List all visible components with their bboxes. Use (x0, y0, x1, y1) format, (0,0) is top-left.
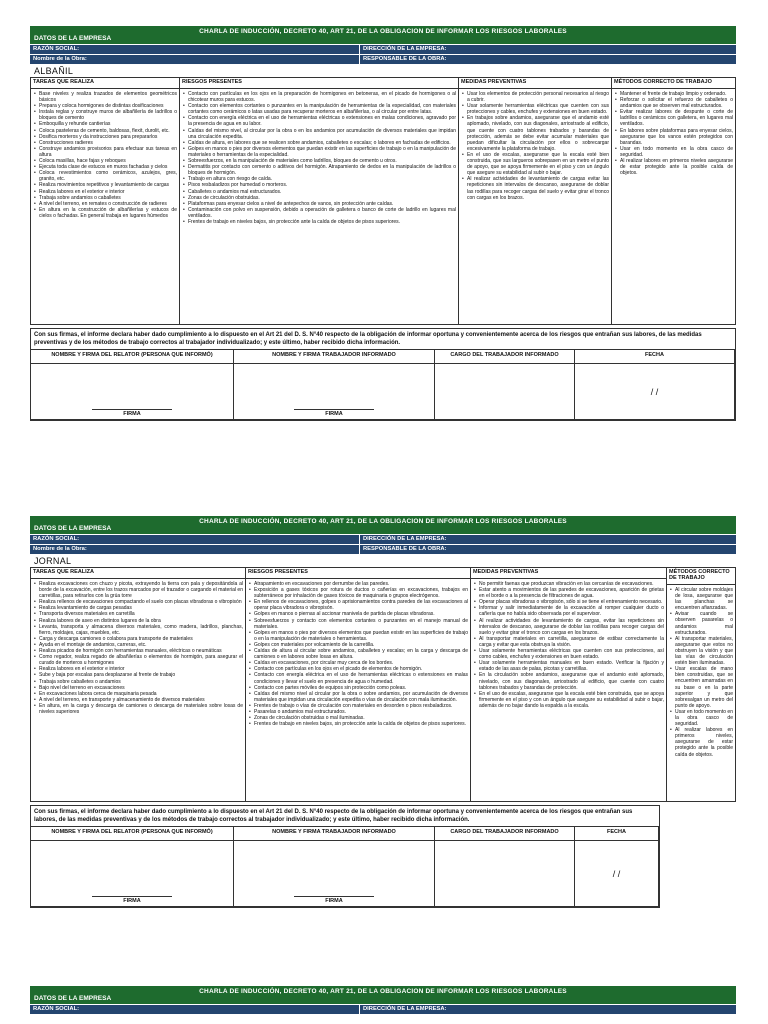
list-item: • Evitar realizar labores de despunte o corte de ladrillos o cerámicos con galletera, en lugares mal ventilados. (615, 109, 733, 127)
list-item: • Dermatitis por contacto con cemento o aditivos del hormigón. Atrapamiento de dedos en la manipulación de ladrillos o bloques de hormigón. (183, 164, 456, 176)
trabajador-header: NOMBRE Y FIRMA TRABAJADOR INFORMADO (234, 827, 435, 841)
list-item: • Ejecuta toda clase de estucos en muros fachadas y cielos (34, 164, 177, 170)
tareas-list (31, 579, 245, 717)
header-datos: DATOS DE LA EMPRESA (34, 35, 112, 42)
obra-label: Nombre de la Obra: (30, 55, 360, 64)
list-item: • Dosifica morteros y da instrucciones para prepararlos (34, 134, 177, 140)
responsable-label: RESPONSABLE DE LA OBRA: (363, 56, 447, 62)
list-item: • Estar atento a movimientos de las paredes de excavaciones, aparición de grietas en el borde o a la presencia de filtraciones de agua. (474, 587, 664, 599)
list-item: • Ayuda en el montaje de andamios, carreras, etc. (34, 642, 243, 648)
trabajador-header: NOMBRE Y FIRMA TRABAJADOR INFORMADO (234, 350, 435, 364)
list-item: • Al realizar actividades de levantamiento de cargas evitar las repeticiones sin intervalos de descanso, asegurarse de doblar las rodillas para recoger cargas del suelo y evitar girar el tronco con cargas en los brazos. (462, 176, 609, 200)
list-item: • En altura en la construcción de albañilerías y estucos de cielos o fachadas. En general trabaja en lugares húmedos (34, 207, 177, 219)
list-item: • A nivel del terreno, en remates o construcción de radieres (34, 201, 177, 207)
list-item: • Al realizar actividades de levantamiento de cargas, evitar las repeticiones sin intervalos de descanso, asegurarse de doblar las rodillas para recoger cargas del suelo y evitar girar el tronco con cargas en los brazos. (474, 618, 664, 636)
header-title: CHARLA DE INDUCCIÓN, DECRETO 40, ART 21, DE LA OBLIGACION DE INFORMAR LOS RIESGOS LABORALES (199, 28, 567, 35)
col-header-medidas: MEDIDAS PREVENTIVAS (459, 78, 611, 89)
declaration: Con sus firmas, el informe declara haber dado cumplimiento a lo dispuesto en el Art 21 del D. S. N°40 respecto de la obligación de informar oportuna y convenientemente acerca de los riesgos que entrañan sus labores, de las medidas preventivas y de los métodos de trabajo correctos al trabajador individualizado; y este último, haber recibido dicha información. (30, 328, 736, 350)
col-header-tareas: TAREAS QUE REALIZA (31, 78, 179, 89)
trabajador-signature-box[interactable] (234, 841, 435, 907)
list-item: • Golpes con materiales por volcamiento de la carretilla. (249, 642, 468, 648)
list-item: • Usar en todo momento en la obra casco de seguridad. (615, 146, 733, 158)
tareas-list (31, 89, 179, 221)
list-item: • Contacto con partes móviles de equipos sin protección como poleas. (249, 685, 468, 691)
list-item: • Sobreesfuerzos y contacto con elementos cortantes o punzantes en el manejo manual de materiales. (249, 618, 468, 630)
list-item: • Reforzar o solicitar el refuerzo de caballetes o andamios que se observen mal estructurados. (615, 97, 733, 109)
col-metodos (667, 568, 735, 801)
list-item: • En excavaciones labora cerca de maquinaria pesada (34, 691, 243, 697)
direccion-label: DIRECCIÓN DE LA EMPRESA: (363, 1006, 447, 1012)
list-item: • Caídas del mismo nivel al circular por la obra o sobre andamios, por acumulación de diversos materiales que impidan una circulación expedita o vías de circulación con mala iluminación. (249, 691, 468, 703)
firma-label: FIRMA (294, 896, 374, 904)
list-item: • En rellenos de excavaciones, golpes o aprisionamientos contra paredes de las excavaciones al operar placa vibradora o vibropisón. (249, 599, 468, 611)
list-item: • Trabaja sobre andamios o caballetes (34, 195, 177, 201)
list-item: • Al realizar labores en primeros niveles asegurarse de estar protegido ante la posible caída de objetos. (615, 158, 733, 176)
fecha-box[interactable] (575, 841, 659, 907)
list-item: • Base niveles y realiza trazados de elementos geométricos básicos (34, 91, 177, 103)
list-item: • A nivel del terreno, en transporte y almacenamiento de diversos materiales (34, 697, 243, 703)
cargo-header: CARGO DEL TRABAJADOR INFORMADO (435, 827, 575, 841)
relator-signature-box[interactable] (31, 841, 234, 907)
list-item: • En trabajos sobre andamios, asegurarse que el andamio esté aplomado, nivelado, con sus diagonales, arriostrado al edificio, que cuente con cuatro tablones trabados y barandas de protección, además se debe evitar acumular materiales que puedan dificultar la circulación por ellos o sobrecargar excesivamente la plataforma de trabajo. (462, 115, 609, 152)
list-item: • Frentes de trabajo o vías de circulación con materiales en desorden o pisos resbaladizos. (249, 703, 468, 709)
list-item: • Coloca masillas, hace fajas y reboques (34, 158, 177, 164)
list-item: • Usar solamente herramientas eléctricas que cuenten con sus protecciones, así como cables, enchufes y extensiones en buen estado. (474, 648, 664, 660)
list-item: • Frentes de trabajo en niveles bajos, sin protección ante la caída de objetos de pisos superiores. (249, 721, 468, 727)
col-header-tareas: TAREAS QUE REALIZA (31, 568, 245, 579)
list-item: • Carga y descarga camiones o colabora para transporte de materiales (34, 636, 243, 642)
direccion-label: DIRECCIÓN DE LA EMPRESA: (363, 46, 447, 52)
list-item: • Realiza excavaciones con chuzo y picota, extrayendo la tierra con pala y depositándola al borde de la excavación, entre los trazos marcados por el trazador o cargando el material en carretillas, para retirarlos con la grúa torre (34, 581, 243, 599)
header-title: CHARLA DE INDUCCIÓN, DECRETO 40, ART 21, DE LA OBLIGACION DE INFORMAR LOS RIESGOS LABORALES (199, 988, 567, 995)
col-tareas (31, 568, 246, 801)
medidas-list (471, 579, 666, 711)
list-item: • Contaminación con polvo en suspensión, debido a operación de galletera o banco de corte de ladrillo en lugares mal ventilados. (183, 207, 456, 219)
fecha-header: FECHA (575, 827, 659, 841)
list-item: • Avisar cuando se observen pasarelas o andamios mal estructurados. (670, 611, 733, 635)
list-item: • Sobreesfuerzos, en la manipulación de materiales como ladrillos, bloques de cemento u otros. (183, 158, 456, 164)
list-item: • Pasarelas o andamios mal estructurados. (249, 709, 468, 715)
list-item: • Golpes en manos o piernas al accionar manivela de partida de placas vibradoras. (249, 611, 468, 617)
list-item: • Realiza labores de aseo en distintos lugares de la obra (34, 618, 243, 624)
header-datos: DATOS DE LA EMPRESA (34, 525, 112, 532)
medidas-list (459, 89, 611, 203)
list-item: • Realiza labores en el exterior e interior (34, 666, 243, 672)
list-item: • Usar escalas de mano bien construidas, que se encuentren amarradas en su base o en la parte superior y que sobresalgan un metro del punto de apoyo. (670, 666, 733, 709)
list-item: • Realiza picados de hormigón con herramientas manuales, eléctricas o neumáticas (34, 648, 243, 654)
cargo-box[interactable] (435, 364, 575, 420)
list-item: • Pisos resbaladizos por humedad o morteros. (183, 182, 456, 188)
list-item: • Trabaja sobre caballetes o andamios (34, 679, 243, 685)
col-header-metodos: MÉTODOS CORRECTO DE TRABAJO (667, 568, 735, 585)
list-item: • En el uso de escalas, asegurarse que la escala esté bien construida, que sus largueros sobrepasen en un metro el punto de apoyo, que se apoya firmemente en el piso y con un ángulo que asegure su estabilidad al subir o bajar. (462, 152, 609, 176)
header-row-2 (30, 544, 736, 554)
relator-signature-box[interactable] (31, 364, 234, 420)
list-item: • Usar en todo momento en la obra casco de seguridad. (670, 709, 733, 727)
relator-header: NOMBRE Y FIRMA DEL RELATOR (PERSONA QUE INFORMÓ) (31, 827, 234, 841)
list-item: • Bajo nivel del terreno en excavaciones (34, 685, 243, 691)
list-item: • En labores sobre plataformas para enyesar cielos, asegurarse que los vanos estén protegidos con barandas. (615, 128, 733, 146)
col-header-riesgos: RIESGOS PRESENTES (246, 568, 470, 579)
list-item: • Usar los elementos de protección personal necesarios al riesgo a cubrir. (462, 91, 609, 103)
list-item: • Frentes de trabajo en niveles bajos, sin protección ante la caída de objetos de pisos superiores. (183, 219, 456, 225)
col-header-metodos: MÉTODOS CORRECTO DE TRABAJO (612, 78, 735, 89)
col-metodos (612, 78, 735, 324)
header-row-1 (30, 534, 736, 544)
list-item: • Prepara y coloca hormigones de distintas dosificaciones (34, 103, 177, 109)
header-title: CHARLA DE INDUCCIÓN, DECRETO 40, ART 21, DE LA OBLIGACION DE INFORMAR LOS RIESGOS LABORALES (199, 518, 567, 525)
list-item: • Levanta, transporta y almacena diversos materiales, como madera, ladrillos, planchas, fierro, moldajes, cajas, muebles, etc. (34, 624, 243, 636)
list-item: • Operar placas vibradoras o vibropisón, sólo si se tiene el entrenamiento necesario. (474, 599, 664, 605)
sheet-jornal (30, 516, 736, 908)
fecha-box[interactable] (575, 364, 735, 420)
responsable-label: RESPONSABLE DE LA OBRA: (363, 546, 447, 552)
list-item: • Coloca pasteleras de cemento, baldosas, flexit, durolit, etc. (34, 128, 177, 134)
list-item: • Caídas en excavaciones, por circular muy cerca de los bordes. (249, 660, 468, 666)
list-item: • No permitir faenas que produzcan vibración en las cercanías de excavaciones. (474, 581, 664, 587)
list-item: • Realiza labores en el exterior e interior (34, 189, 177, 195)
list-item: • Golpes en manos o pies por diversos elementos que puedan existir en las superficies de trabajo o en la manipulación de materiales o herramientas de la especialidad. (183, 146, 456, 158)
fecha-header: FECHA (575, 350, 735, 364)
declaration: Con sus firmas, el informe declara haber dado cumplimiento a lo dispuesto en el Art 21 del D. S. N°40 respecto de la obligación de informar oportuna y convenientemente acerca de los riesgos que entrañan sus labores, de las medidas preventivas y de los métodos de trabajo correctos al trabajador individualizado; y este último, haber recibido dicha información. (30, 805, 660, 827)
list-item: • Construcciones radieres (34, 140, 177, 146)
list-item: • Al transportar materiales en carretilla, asegurarse de estibar correctamente la carga y evitar que esta obstruya la visión. (474, 636, 664, 648)
list-item: • En el uso de escalas, asegurarse que la escala esté bien construida, que se apoya firmemente en el piso y con un ángulo que asegure su estabilidad al subir o bajar, además de no bajar dando la espalda a la escala. (474, 691, 664, 709)
header-row-2 (30, 54, 736, 64)
list-item: • Usar solamente herramientas eléctricas que cuenten con sus protecciones y cables, enchufes y extensiones en buen estado. (462, 103, 609, 115)
cargo-header: CARGO DEL TRABAJADOR INFORMADO (435, 350, 575, 364)
list-item: • Caídas de altura al circular sobre andamios, caballetes y escalas; en la carga y descarga de camiones o en labores sobre losas en altura. (249, 648, 468, 660)
risk-grid (30, 77, 736, 325)
list-item: • Al circular sobre moldajes de losa, asegurarse que las planchas se encuentren afianzadas. (670, 587, 733, 611)
list-item: • Al transportar materiales, asegurarse que estos no obstruyen la visión y que las vías de circulación estén bien iluminadas. (670, 636, 733, 666)
riesgos-list (246, 579, 470, 729)
header-row-1 (30, 44, 736, 54)
col-tareas (31, 78, 180, 324)
risk-grid (30, 567, 736, 802)
fecha-value: / / (612, 868, 621, 879)
metodos-list (667, 585, 735, 760)
list-item: • Atrapamiento en excavaciones por derrumbe de las paredes. (249, 581, 468, 587)
col-riesgos (246, 568, 471, 801)
list-item: • Caballetes o andamios mal estructurados. (183, 189, 456, 195)
list-item: • Transporta diversos materiales en carretilla (34, 611, 243, 617)
razon-social-label: RAZÓN SOCIAL: (30, 1005, 360, 1014)
col-medidas (471, 568, 667, 801)
list-item: • Caídas de altura, en labores que se realicen sobre andamios, caballetes o escalas; o labores en fachadas de edificios. (183, 140, 456, 146)
header-band (30, 986, 736, 1004)
firma-label: FIRMA (92, 409, 172, 417)
direccion-label: DIRECCIÓN DE LA EMPRESA: (363, 536, 447, 542)
list-item: • Al realizar labores en primeros niveles, asegurarse de estar protegido ante la posible caída de objetos. (670, 727, 733, 757)
list-item: • Caídas del mismo nivel, al circular por la obra o en los andamios por acumulación de diversos materiales que impidan una circulación expedita. (183, 128, 456, 140)
sheet-albanil (30, 26, 736, 421)
riesgos-list (180, 89, 458, 227)
list-item: • Emboquilla y rehunde cantierías (34, 121, 177, 127)
col-header-medidas: MEDIDAS PREVENTIVAS (471, 568, 666, 579)
list-item: • Contacto con partículas en los ojos en el picado de elementos de hormigón. (249, 666, 468, 672)
list-item: • Coloca revestimientos como cerámicos, azulejos, gres, granito, etc. (34, 170, 177, 182)
list-item: • Realiza movimientos repetitivos y levantamiento de cargas (34, 182, 177, 188)
role-title: ALBAÑIL (34, 66, 74, 76)
header-band (30, 516, 736, 534)
list-item: • Como regador, realiza regado de albañilerías o elementos de hormigón, para asegurar el curado de morteros u hormigones (34, 654, 243, 666)
list-item: • Usar solamente herramientas manuales en buen estado. Verificar la fijación y estado de las asas de palas, picotas y carretillas. (474, 660, 664, 672)
sheet-3-header (30, 986, 736, 1014)
header-datos: DATOS DE LA EMPRESA (34, 995, 112, 1002)
signature-table (30, 350, 736, 421)
firma-label: FIRMA (92, 896, 172, 904)
col-riesgos (180, 78, 459, 324)
list-item: • Sube y baja por escalas para desplazarse al frente de trabajo (34, 672, 243, 678)
signature-table (30, 827, 660, 908)
header-band (30, 26, 736, 44)
list-item: • Instala reglas y construye muros de albañilería de ladrillos o bloques de cemento (34, 109, 177, 121)
relator-header: NOMBRE Y FIRMA DEL RELATOR (PERSONA QUE INFORMÓ) (31, 350, 234, 364)
list-item: • Contacto con elementos cortantes o punzantes en la manipulación de herramientas de la especialidad, con materiales cortantes como cerámicos o latas usadas para recuperar morteros en albañilerías, o al circular por entre latas. (183, 103, 456, 115)
fecha-value: / / (650, 386, 659, 397)
list-item: • Contacto con energía eléctrica en el uso de herramientas eléctricas o extensiones en malas condiciones, agravado por la presencia de agua en su labor. (183, 115, 456, 127)
col-header-riesgos: RIESGOS PRESENTES (180, 78, 458, 89)
list-item: • Realiza levantamiento de cargas pesadas (34, 605, 243, 611)
list-item: • Informar y salir inmediatamente de la excavación al romper cualquier ducto o cañería que no había sido observada por el supervisor. (474, 605, 664, 617)
role-title: JORNAL (34, 556, 72, 566)
razon-social-label: RAZÓN SOCIAL: (30, 45, 360, 54)
list-item: • Zonas de circulación obstruidas o mal iluminadas. (249, 715, 468, 721)
list-item: • En la circulación sobre andamios, asegurarse que el andamio esté aplomado, nivelado, con sus diagonales, arriostrado al edificio, que cuente con cuatro tablones trabados y barandas de protección. (474, 672, 664, 690)
list-item: • Exposición a gases tóxicos por rotura de ductos o cañerías en excavaciones, trabajos en subterráneos por inhalación de gases tóxicos de maquinaria o grupos electrógenos. (249, 587, 468, 599)
list-item: • Contacto con energía eléctrica en el uso de herramientas eléctricas o extensiones en malas condiciones y llevar el suelo en presencia de agua o humedad. (249, 672, 468, 684)
col-medidas (459, 78, 612, 324)
list-item: • Trabajo en altura con riesgo de caída. (183, 176, 456, 182)
list-item: • Realiza rellenos de excavaciones compactando el suelo con placas vibradoras o vibropisón (34, 599, 243, 605)
list-item: • Construye andamios provisorios para efectuar sus tareas en altura (34, 146, 177, 158)
razon-social-label: RAZÓN SOCIAL: (30, 535, 360, 544)
firma-label: FIRMA (294, 409, 374, 417)
list-item: • Plataformas para enyesar cielos a nivel de antepechos de vanos, sin protección ante caídas. (183, 201, 456, 207)
header-row-1 (30, 1004, 736, 1014)
trabajador-signature-box[interactable] (234, 364, 435, 420)
metodos-list (612, 89, 735, 178)
list-item: • Contacto con partículas en los ojos en la preparación de hormigones en betoneras, en el picado de hormigones o al chicotear muros para estucos. (183, 91, 456, 103)
list-item: • En altura, en la carga y descarga de camiones o descarga de materiales sobre losas de niveles superiores (34, 703, 243, 715)
list-item: • Zonas de circulación obstruidas. (183, 195, 456, 201)
obra-label: Nombre de la Obra: (30, 545, 360, 554)
list-item: • Golpes en manos o pies por diversos elementos que puedan existir en las superficies de trabajo o en la manipulación de materiales o herramientas. (249, 630, 468, 642)
list-item: • Mantener el frente de trabajo limpio y ordenado. (615, 91, 733, 97)
cargo-box[interactable] (435, 841, 575, 907)
